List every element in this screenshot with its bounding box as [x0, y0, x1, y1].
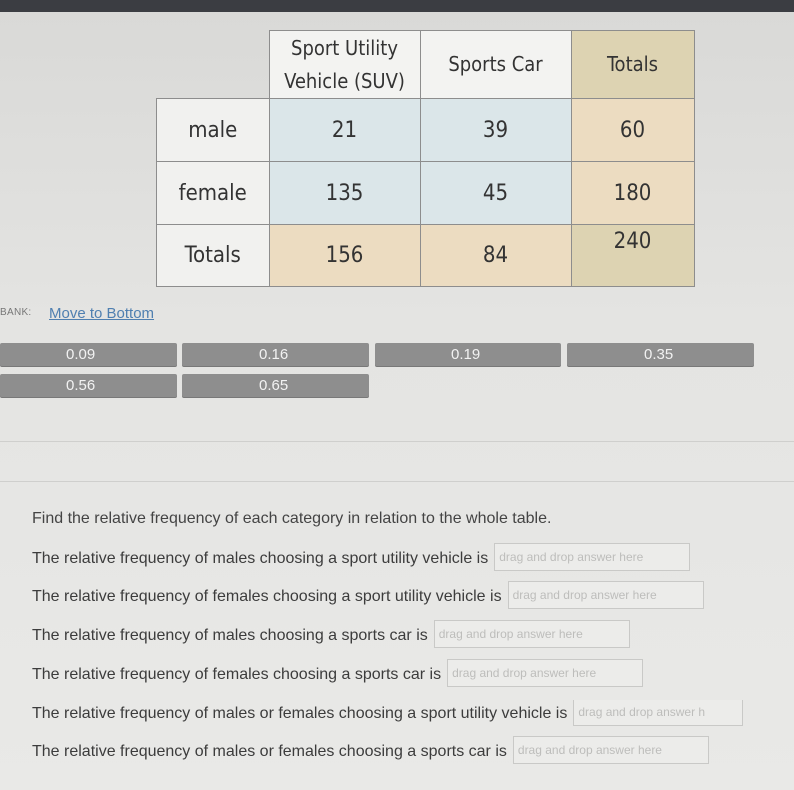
- divider: [0, 441, 794, 442]
- answer-drop-zone-3[interactable]: drag and drop answer here: [434, 620, 630, 648]
- answer-chip-0-65[interactable]: [182, 374, 369, 398]
- question-instructions: Find the relative frequency of each category in relation to the whole table.: [32, 510, 552, 527]
- cell-male-suv: 21: [269, 99, 420, 162]
- row-label-female: female: [157, 162, 270, 225]
- answer-drop-zone-6[interactable]: drag and drop answer here: [513, 736, 709, 764]
- table-row-totals: [157, 225, 695, 287]
- header-suv-line1: Sport Utility: [291, 35, 398, 60]
- row-label-male: male: [157, 99, 270, 162]
- header-sports-car: Sports Car: [420, 31, 571, 99]
- question-3: [32, 622, 630, 650]
- chip-label: 0.56: [66, 377, 96, 394]
- answer-chip-0-56[interactable]: [0, 374, 177, 398]
- answer-drop-zone-4[interactable]: drag and drop answer here: [447, 659, 643, 687]
- header-suv: [269, 31, 420, 99]
- row-label-totals: Totals: [157, 225, 270, 287]
- move-to-bottom-link[interactable]: Move to Bottom: [49, 305, 155, 322]
- table-row-female: [157, 162, 695, 225]
- answer-chip-0-16[interactable]: [182, 343, 369, 367]
- cell-female-sports: 45: [420, 162, 571, 225]
- cell-female-suv: 135: [269, 162, 420, 225]
- answer-drop-zone-5[interactable]: drag and drop answer h: [573, 700, 743, 726]
- top-bar: [0, 0, 794, 12]
- cell-total-sports: 84: [420, 225, 571, 287]
- chip-label: 0.09: [66, 346, 96, 363]
- chip-label: 0.35: [644, 346, 674, 363]
- answer-drop-zone-2[interactable]: drag and drop answer here: [508, 581, 704, 609]
- table-corner-blank: [157, 31, 270, 99]
- question-4: [32, 661, 643, 689]
- cell-female-total: 180: [571, 162, 694, 225]
- cell-male-sports: 39: [420, 99, 571, 162]
- question-text: The relative frequency of males or females choosing a sports car is: [32, 743, 507, 761]
- question-text: The relative frequency of males choosing a sports car is: [32, 627, 428, 645]
- question-1: [32, 545, 690, 573]
- cell-male-total: 60: [571, 99, 694, 162]
- cell-grand-total: 240: [571, 225, 694, 287]
- question-text: The relative frequency of females choosing a sports car is: [32, 666, 442, 684]
- cell-total-suv: 156: [269, 225, 420, 287]
- bank-label: BANK:: [0, 307, 32, 318]
- question-2: [32, 583, 704, 611]
- question-text: The relative frequency of males or females choosing a sport utility vehicle is: [32, 705, 568, 723]
- question-text: The relative frequency of females choosing a sport utility vehicle is: [32, 588, 502, 606]
- chip-label: 0.65: [259, 377, 289, 394]
- answer-chip-0-35[interactable]: [567, 343, 754, 367]
- question-6: [32, 738, 709, 766]
- answer-chip-0-19[interactable]: [375, 343, 561, 367]
- two-way-frequency-table: [156, 30, 695, 287]
- chip-label: 0.19: [451, 346, 481, 363]
- divider: [0, 481, 794, 482]
- answer-chip-0-09[interactable]: [0, 343, 177, 367]
- question-text: The relative frequency of males choosing a sport utility vehicle is: [32, 550, 489, 568]
- answer-drop-zone-1[interactable]: drag and drop answer here: [494, 543, 690, 571]
- header-suv-line2: Vehicle (SUV): [284, 68, 405, 93]
- chip-label: 0.16: [259, 346, 289, 363]
- question-5: [32, 700, 794, 728]
- table-row-male: [157, 99, 695, 162]
- header-totals: Totals: [571, 31, 694, 99]
